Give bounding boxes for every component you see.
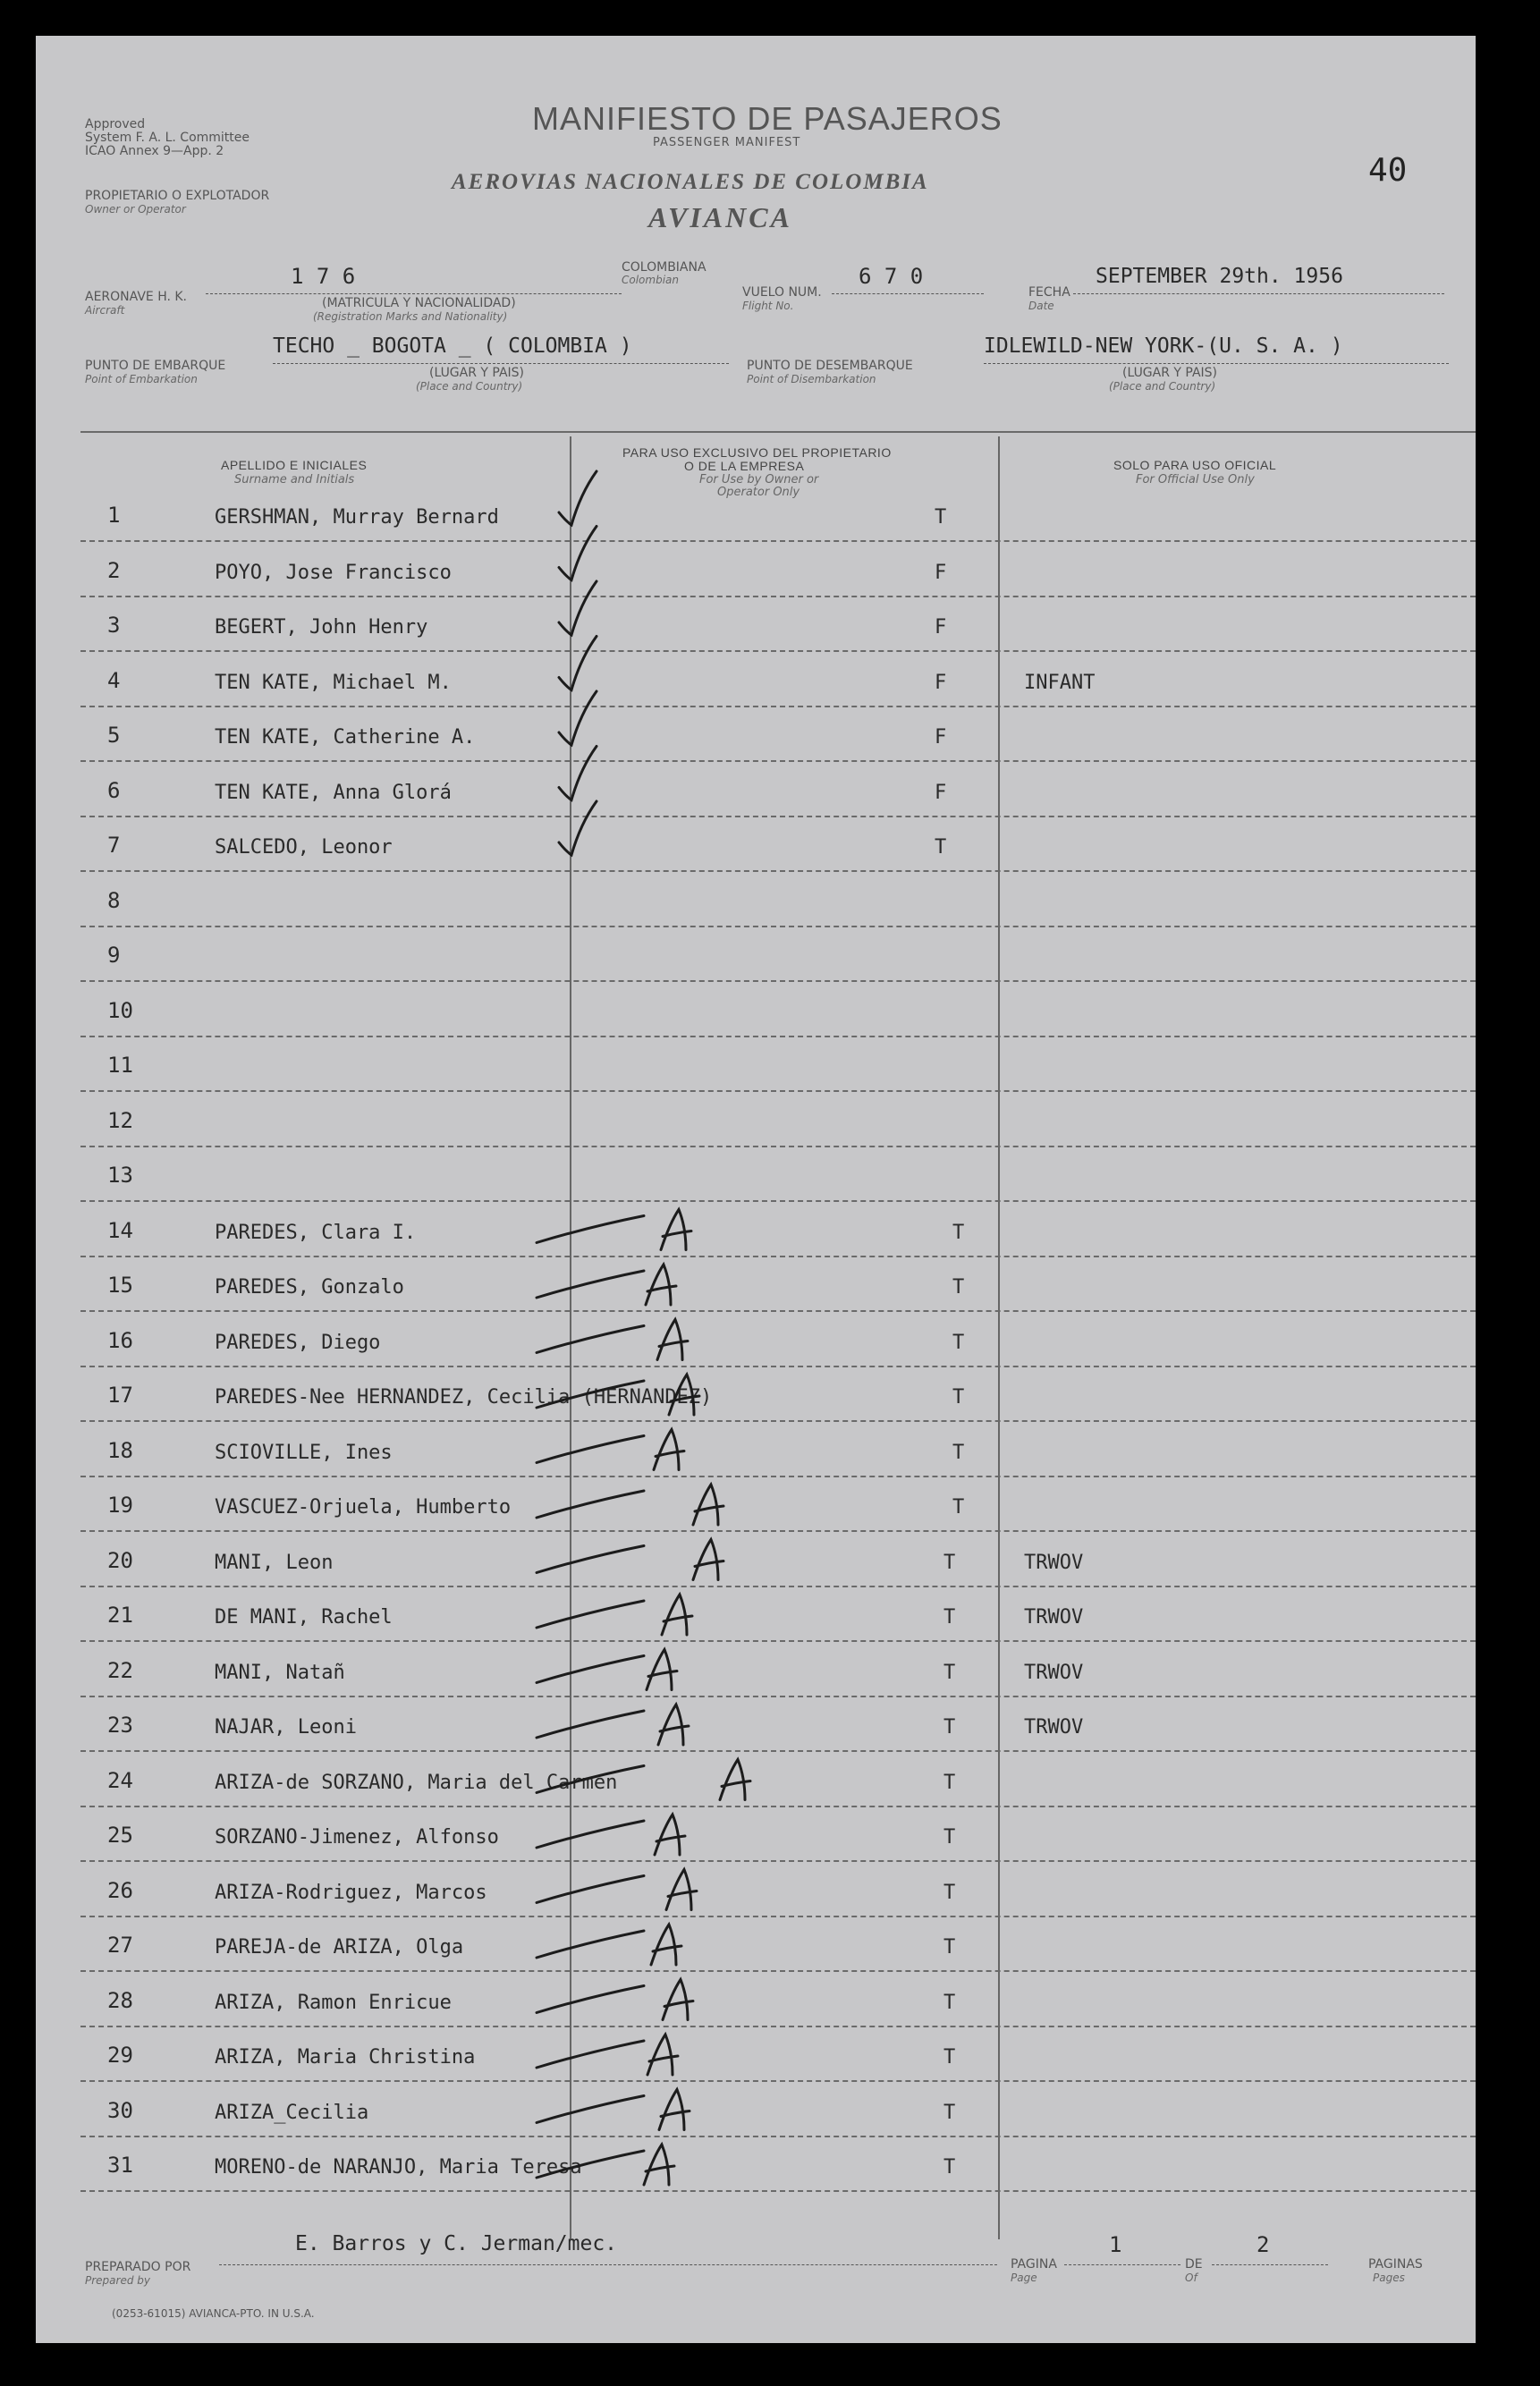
check-mark [559, 527, 597, 580]
dash-stroke [537, 1766, 644, 1793]
row-number: 4 [107, 667, 121, 693]
row-number: 23 [107, 1713, 133, 1738]
owner-code: T [943, 2156, 956, 2179]
passenger-name: DE MANI, Rachel [215, 1606, 393, 1629]
initial-a-mark [647, 1650, 677, 1690]
owner-code: T [943, 1771, 956, 1794]
owner-code: T [943, 1991, 956, 2014]
handwritten-marks [36, 36, 1476, 2343]
passenger-name: ARIZA-de SORZANO, Maria del Carmen [215, 1771, 618, 1794]
check-mark [559, 747, 597, 800]
page-label: PAGINA [1011, 2257, 1057, 2272]
owner-code: T [943, 1881, 956, 1904]
disembark-value: IDLEWILD-NEW YORK-(U. S. A. ) [984, 334, 1343, 358]
passenger-name: TEN KATE, Michael M. [215, 671, 452, 694]
owner-code: T [943, 1661, 956, 1684]
official-note: TRWOV [1024, 1716, 1084, 1739]
row-number: 14 [107, 1217, 133, 1243]
row-number: 10 [107, 997, 133, 1023]
row-number: 18 [107, 1437, 133, 1463]
owner-column-header-en-2: Operator Only [717, 486, 800, 499]
row-number: 12 [107, 1107, 133, 1133]
initial-a-mark [644, 2145, 674, 2185]
print-code: (0253-61015) AVIANCA-PTO. IN U.S.A. [112, 2307, 315, 2320]
dash-stroke [537, 1656, 644, 1683]
passenger-name: BEGERT, John Henry [215, 616, 428, 639]
owner-code: T [952, 1221, 965, 1244]
initial-a-mark [693, 1485, 723, 1525]
passenger-name: ARIZA, Maria Christina [215, 2046, 476, 2069]
passenger-name: MANI, Leon [215, 1551, 334, 1574]
airline-short-name: AVIANCA [648, 201, 792, 233]
owner-column-header-en-1: For Use by Owner or [699, 473, 819, 487]
row-number: 29 [107, 2043, 133, 2068]
manifest-page [36, 36, 1476, 2343]
initial-a-mark [661, 1210, 691, 1250]
pages-label: PAGINAS [1368, 2257, 1423, 2272]
row-number: 5 [107, 723, 121, 748]
aircraft-value: 1 7 6 [291, 264, 356, 289]
owner-code: T [943, 1826, 956, 1849]
initial-a-mark [651, 1925, 681, 1965]
row-number: 7 [107, 833, 121, 858]
owner-code: F [935, 781, 947, 804]
initial-a-mark [655, 1815, 685, 1855]
owner-label-en: Owner or Operator [85, 203, 186, 216]
row-number: 19 [107, 1493, 133, 1518]
passenger-name: PAREDES, Gonzalo [215, 1276, 404, 1299]
initial-a-mark [693, 1540, 723, 1580]
prepared-value: E. Barros y C. Jerman/mec. [295, 2232, 618, 2255]
registration-label-en: (Registration Marks and Nationality) [313, 310, 508, 323]
check-mark [559, 581, 597, 635]
dash-stroke [537, 1381, 644, 1408]
row-number: 2 [107, 557, 121, 583]
disembark-place-label: (LUGAR Y PAIS) [1122, 366, 1218, 380]
prepared-label: PREPARADO POR [85, 2260, 191, 2274]
aircraft-label: AERONAVE H. K. [85, 290, 188, 304]
row-number: 1 [107, 503, 121, 528]
owner-code: T [943, 1716, 956, 1739]
owner-code: T [952, 1331, 965, 1354]
of-label: DE [1185, 2257, 1203, 2272]
passenger-name: SALCEDO, Leonor [215, 836, 393, 859]
passenger-name: SCIOVILLE, Ines [215, 1441, 393, 1464]
owner-label: PROPIETARIO O EXPLOTADOR [85, 189, 270, 203]
check-mark [559, 691, 597, 745]
row-number: 13 [107, 1163, 133, 1188]
page-value: 1 [1109, 2232, 1122, 2257]
row-number: 31 [107, 2153, 133, 2178]
passenger-name: ARIZA-Rodriguez, Marcos [215, 1881, 487, 1904]
owner-code: T [943, 1936, 956, 1959]
owner-column-header-1: PARA USO EXCLUSIVO DEL PROPIETARIO [622, 445, 892, 460]
disembark-label: PUNTO DE DESEMBARQUE [747, 359, 913, 373]
official-note: INFANT [1024, 671, 1096, 694]
owner-code: T [952, 1441, 965, 1464]
dash-stroke [537, 2151, 644, 2178]
of-value: 2 [1257, 2232, 1270, 2257]
row-number: 15 [107, 1273, 133, 1298]
manifest-title-en: PASSENGER MANIFEST [653, 136, 801, 149]
dash-stroke [537, 1986, 644, 2013]
official-column-header: SOLO PARA USO OFICIAL [1113, 458, 1277, 472]
official-note: TRWOV [1024, 1606, 1084, 1629]
passenger-name: VASCUEZ-Orjuela, Humberto [215, 1496, 512, 1519]
owner-code: T [952, 1276, 965, 1299]
passenger-name: NAJAR, Leoni [215, 1716, 357, 1739]
initial-a-mark [669, 1375, 699, 1415]
owner-code: T [935, 506, 947, 529]
row-number: 24 [107, 1767, 133, 1793]
passenger-name: GERSHMAN, Murray Bernard [215, 506, 499, 529]
row-number: 8 [107, 887, 121, 913]
check-mark [559, 801, 597, 855]
owner-code: F [935, 561, 947, 584]
prepared-label-en: Prepared by [85, 2274, 150, 2287]
row-number: 28 [107, 1987, 133, 2013]
flight-label: VUELO NUM. [742, 285, 822, 300]
row-number: 11 [107, 1053, 133, 1078]
disembark-place-label-en: (Place and Country) [1109, 380, 1216, 393]
initial-a-mark [646, 1265, 676, 1305]
embark-label-en: Point of Embarkation [85, 373, 198, 385]
row-number: 6 [107, 777, 121, 803]
initial-a-mark [662, 1595, 692, 1635]
approved-line-3: ICAO Annex 9—App. 2 [85, 144, 224, 158]
dash-stroke [537, 1711, 644, 1738]
approved-line-2: System F. A. L. Committee [85, 131, 250, 145]
dash-stroke [537, 1326, 644, 1353]
dash-stroke [537, 1546, 644, 1573]
owner-code: T [943, 1551, 956, 1574]
initial-a-mark [647, 2035, 678, 2075]
dash-stroke [537, 2096, 644, 2123]
dash-stroke [537, 1271, 644, 1298]
official-note: TRWOV [1024, 1551, 1084, 1574]
initial-a-mark [720, 1760, 750, 1800]
dash-stroke [537, 1876, 644, 1903]
flight-value: 6 7 0 [859, 264, 924, 289]
passenger-name: TEN KATE, Anna Glorá [215, 781, 452, 804]
passenger-name: TEN KATE, Catherine A. [215, 726, 476, 749]
row-number: 16 [107, 1327, 133, 1353]
passenger-name: ARIZA, Ramon Enricue [215, 1991, 452, 2014]
initial-a-mark [658, 1705, 689, 1745]
embark-value: TECHO _ BOGOTA _ ( COLOMBIA ) [273, 334, 632, 358]
owner-code: T [943, 2101, 956, 2124]
airline-name: AEROVIAS NACIONALES DE COLOMBIA [452, 170, 929, 194]
passenger-name: SORZANO-Jimenez, Alfonso [215, 1826, 499, 1849]
owner-code: T [952, 1386, 965, 1409]
date-label-en: Date [1028, 300, 1054, 312]
of-label-en: Of [1185, 2272, 1197, 2284]
official-column-header-en: For Official Use Only [1136, 473, 1255, 487]
dash-stroke [537, 1216, 644, 1243]
check-mark [559, 471, 597, 525]
owner-code: F [935, 616, 947, 639]
passenger-name: PAREDES, Diego [215, 1331, 381, 1354]
embark-place-label: (LUGAR Y PAIS) [429, 366, 525, 380]
dash-stroke [537, 1491, 644, 1518]
owner-code: T [952, 1496, 965, 1519]
row-number: 20 [107, 1547, 133, 1573]
row-number: 27 [107, 1933, 133, 1958]
initial-a-mark [659, 2090, 690, 2130]
page-stamp: 40 [1368, 152, 1408, 189]
name-column-header: APELLIDO E INICIALES [221, 458, 368, 472]
passenger-name: PAREDES-Nee HERNANDEZ, Cecilia (HERNANDEZ) [215, 1386, 713, 1409]
row-number: 26 [107, 1877, 133, 1903]
pages-label-en: Pages [1373, 2272, 1405, 2284]
date-label: FECHA [1028, 285, 1070, 300]
owner-code: F [935, 671, 947, 694]
aircraft-label-en: Aircraft [85, 304, 125, 317]
flight-label-en: Flight No. [742, 300, 794, 312]
owner-code: T [943, 1606, 956, 1629]
manifest-title: MANIFIESTO DE PASAJEROS [532, 100, 1003, 137]
name-column-header-en: Surname and Initials [234, 473, 355, 487]
row-number: 25 [107, 1823, 133, 1848]
check-mark [559, 637, 597, 690]
row-number: 3 [107, 613, 121, 638]
dash-stroke [537, 1821, 644, 1848]
initial-a-mark [657, 1320, 688, 1360]
row-number: 22 [107, 1657, 133, 1683]
page-label-en: Page [1011, 2272, 1037, 2284]
initial-a-mark [666, 1870, 697, 1910]
owner-code: T [943, 2046, 956, 2069]
row-number: 30 [107, 2097, 133, 2123]
official-note: TRWOV [1024, 1661, 1084, 1684]
row-number: 9 [107, 943, 121, 968]
initial-a-mark [663, 1980, 693, 2020]
owner-column-header-2: O DE LA EMPRESA [684, 459, 805, 473]
dash-stroke [537, 1436, 644, 1463]
passenger-name: PAREJA-de ARIZA, Olga [215, 1936, 464, 1959]
dash-stroke [537, 1931, 644, 1958]
dash-stroke [537, 1601, 644, 1628]
owner-code: T [935, 836, 947, 859]
embark-label: PUNTO DE EMBARQUE [85, 359, 226, 373]
initial-a-mark [654, 1430, 684, 1470]
passenger-name: ARIZA_Cecilia [215, 2101, 369, 2124]
passenger-name: MANI, Natañ [215, 1661, 345, 1684]
passenger-name: PAREDES, Clara I. [215, 1221, 417, 1244]
disembark-label-en: Point of Disembarkation [747, 373, 876, 385]
passenger-name: MORENO-de NARANJO, Maria Teresa [215, 2156, 582, 2179]
nationality-label: COLOMBIANA [622, 260, 707, 275]
row-number: 17 [107, 1383, 133, 1408]
passenger-name: POYO, Jose Francisco [215, 561, 452, 584]
registration-label: (MATRICULA Y NACIONALIDAD) [322, 296, 516, 310]
owner-code: F [935, 726, 947, 749]
approved-line-1: Approved [85, 117, 146, 131]
row-number: 21 [107, 1603, 133, 1628]
embark-place-label-en: (Place and Country) [416, 380, 523, 393]
date-value: SEPTEMBER 29th. 1956 [1096, 265, 1343, 288]
nationality-label-en: Colombian [622, 274, 679, 286]
dash-stroke [537, 2041, 644, 2068]
